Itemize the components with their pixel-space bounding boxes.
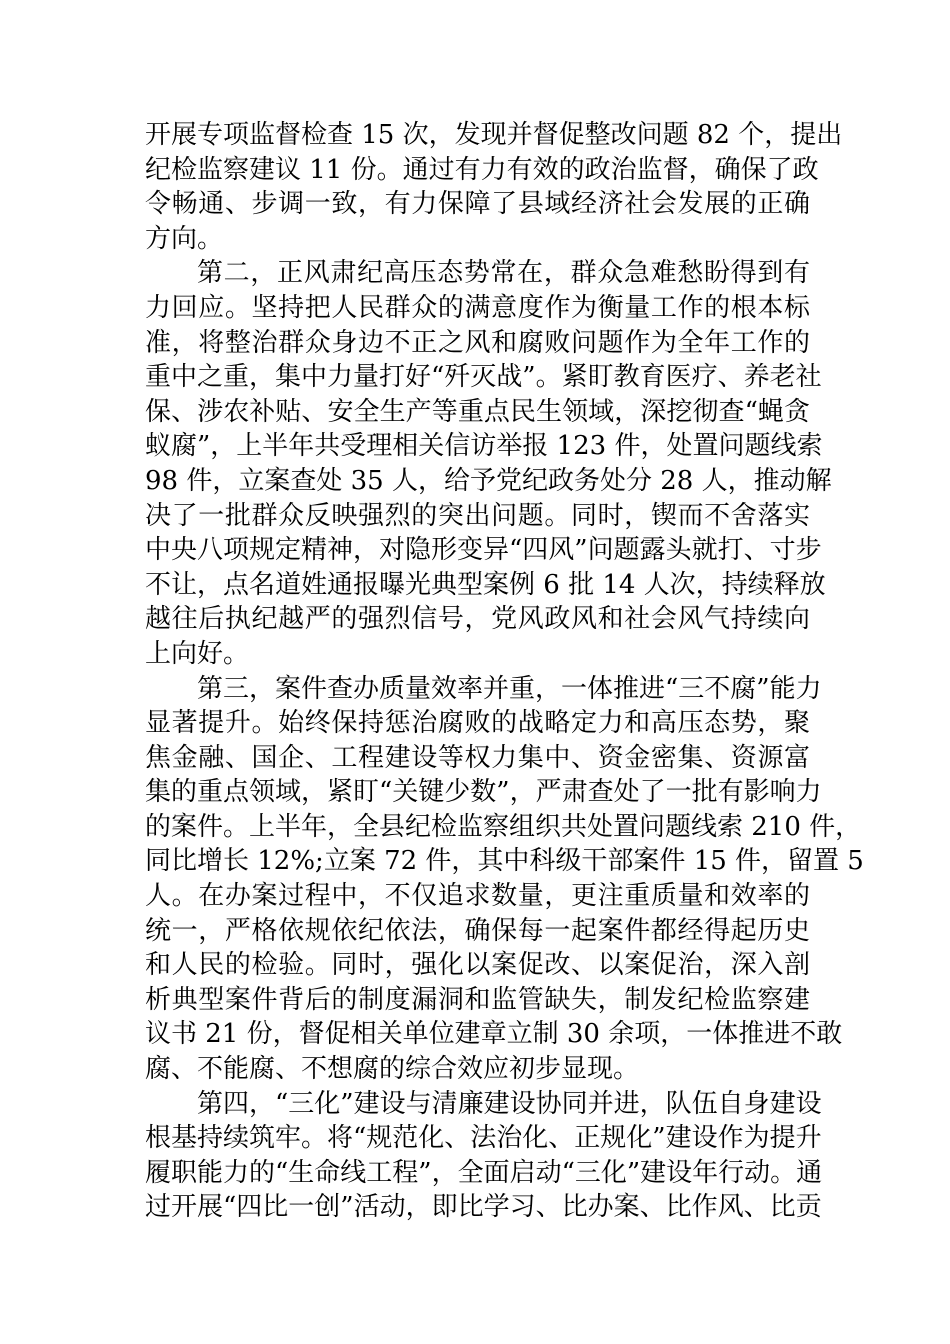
text-line: 过开展“四比一创”活动，即比学习、比办案、比作风、比贡 (145, 1192, 822, 1223)
text-line: 决了一批群众反映强烈的突出问题。同时，锲而不舍落实 (145, 500, 810, 531)
text-line: 纪检监察建议 11 份。通过有力有效的政治监督，确保了政 (145, 154, 819, 185)
text-line: 焦金融、国企、工程建设等权力集中、资金密集、资源富 (145, 742, 810, 773)
text-line: 保、涉农补贴、安全生产等重点民生领域，深挖彻查“蝇贪 (145, 396, 810, 427)
text-line: 第四，“三化”建设与清廉建设协同并进，队伍自身建设 (197, 1088, 822, 1119)
text-line: 根基持续筑牢。将“规范化、法治化、正规化”建设作为提升 (145, 1123, 822, 1154)
text-line: 令畅通、步调一致，有力保障了县域经济社会发展的正确 (145, 189, 810, 220)
text-line: 中央八项规定精神，对隐形变异“四风”问题露头就打、寸步 (145, 535, 822, 566)
text-line: 显著提升。始终保持惩治腐败的战略定力和高压态势，聚 (145, 708, 810, 739)
text-line: 统一，严格依规依纪依法，确保每一起案件都经得起历史 (145, 915, 810, 946)
document-body-text (145, 118, 864, 1225)
text-line: 第二，正风肃纪高压态势常在，群众急难愁盼得到有 (197, 258, 810, 289)
text-line: 履职能力的“生命线工程”，全面启动“三化”建设年行动。通 (145, 1157, 823, 1188)
text-line: 98 件，立案查处 35 人，给予党纪政务处分 28 人，推动解 (145, 465, 832, 496)
text-line: 开展专项监督检查 15 次，发现并督促整改问题 82 个，提出 (145, 120, 843, 150)
text-line: 的案件。上半年，全县纪检监察组织共处置问题线索 210 件， (145, 811, 862, 842)
text-line: 同比增长 12%;立案 72 件，其中科级干部案件 15 件，留置 5 (145, 846, 864, 877)
text-line: 蚁腐”，上半年共受理相关信访举报 123 件，处置问题线索 (145, 431, 823, 462)
text-line: 重中之重，集中力量打好“歼灭战”。紧盯教育医疗、养老社 (145, 362, 822, 393)
text-line: 人。在办案过程中，不仅追求数量，更注重质量和效率的 (145, 881, 810, 912)
text-line: 和人民的检验。同时，强化以案促改、以案促治，深入剖 (145, 950, 810, 981)
text-line: 力回应。坚持把人民群众的满意度作为衡量工作的根本标 (145, 292, 810, 323)
text-line: 第三，案件查办质量效率并重，一体推进“三不腐”能力 (197, 673, 822, 704)
text-line: 议书 21 份，督促相关单位建章立制 30 余项，一体推进不敢 (145, 1019, 843, 1050)
text-line: 析典型案件背后的制度漏洞和监管缺失，制发纪检监察建 (145, 984, 810, 1015)
text-line: 越往后执纪越严的强烈信号，党风政风和社会风气持续向 (145, 604, 810, 635)
text-line: 方向。 (145, 223, 224, 254)
text-line: 集的重点领域，紧盯“关键少数”，严肃查处了一批有影响力 (145, 777, 822, 808)
text-line: 不让，点名道姓通报曝光典型案例 6 批 14 人次，持续释放 (145, 569, 826, 600)
text-line: 准，将整治群众身边不正之风和腐败问题作为全年工作的 (145, 327, 810, 358)
text-line: 腐、不能腐、不想腐的综合效应初步显现。 (145, 1054, 640, 1085)
text-line: 上向好。 (145, 638, 250, 669)
